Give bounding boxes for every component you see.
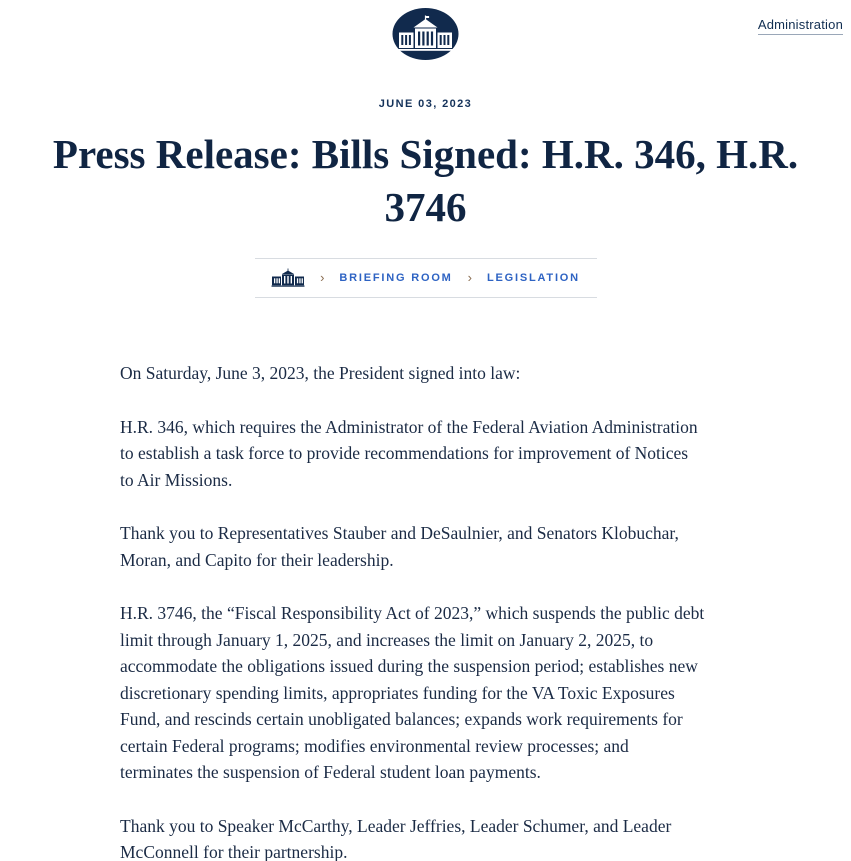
breadcrumb-separator-icon: ›	[467, 270, 472, 285]
paragraph-intro: On Saturday, June 3, 2023, the President signed into law:	[120, 363, 521, 383]
article-body	[120, 360, 705, 861]
paragraph-hr3746: H.R. 3746, the “Fiscal Responsibility Act of 2023,” which suspends the public debt limit through January 1, 2025, and increases the limit on January 2, 2025, to accommodate the obligations issued during the suspension period; establishes new discretionary spending limits, appropriates funding for the VA Toxic Exposures Fund, and rescinds certain unobligated balances; expands work requirements for certain Federal programs; modifies environmental review processes; and terminates the suspension of Federal student loan payments.	[120, 603, 705, 782]
site-header	[0, 0, 851, 65]
administration-link[interactable]: Administration	[758, 17, 843, 35]
paragraph-thanks-hr3746: Thank you to Speaker McCarthy, Leader Jeffries, Leader Schumer, and Leader McConnell for their partnership.	[120, 815, 672, 861]
article-date: JUNE 03, 2023	[378, 98, 473, 110]
whitehouse-logo[interactable]	[392, 8, 459, 60]
page-title: Press Release: Bills Signed: H.R. 346, H.R. 3746	[52, 131, 799, 230]
breadcrumb	[255, 258, 597, 298]
whitehouse-home-icon	[271, 268, 305, 287]
breadcrumb-legislation-link[interactable]: LEGISLATION	[486, 271, 580, 284]
whitehouse-logo-icon	[392, 8, 459, 60]
paragraph-thanks-hr346: Thank you to Representatives Stauber and DeSaulnier, and Senators Klobuchar, Moran, and Capito for their leadership.	[120, 523, 679, 570]
breadcrumb-briefing-room-link[interactable]: BRIEFING ROOM	[339, 271, 453, 284]
breadcrumb-home-link[interactable]	[271, 268, 305, 287]
paragraph-hr346: H.R. 346, which requires the Administrator of the Federal Aviation Administration to establish a task force to provide recommendations for improvement of Notices to Air Missions.	[120, 416, 698, 490]
breadcrumb-separator-icon: ›	[320, 270, 325, 285]
